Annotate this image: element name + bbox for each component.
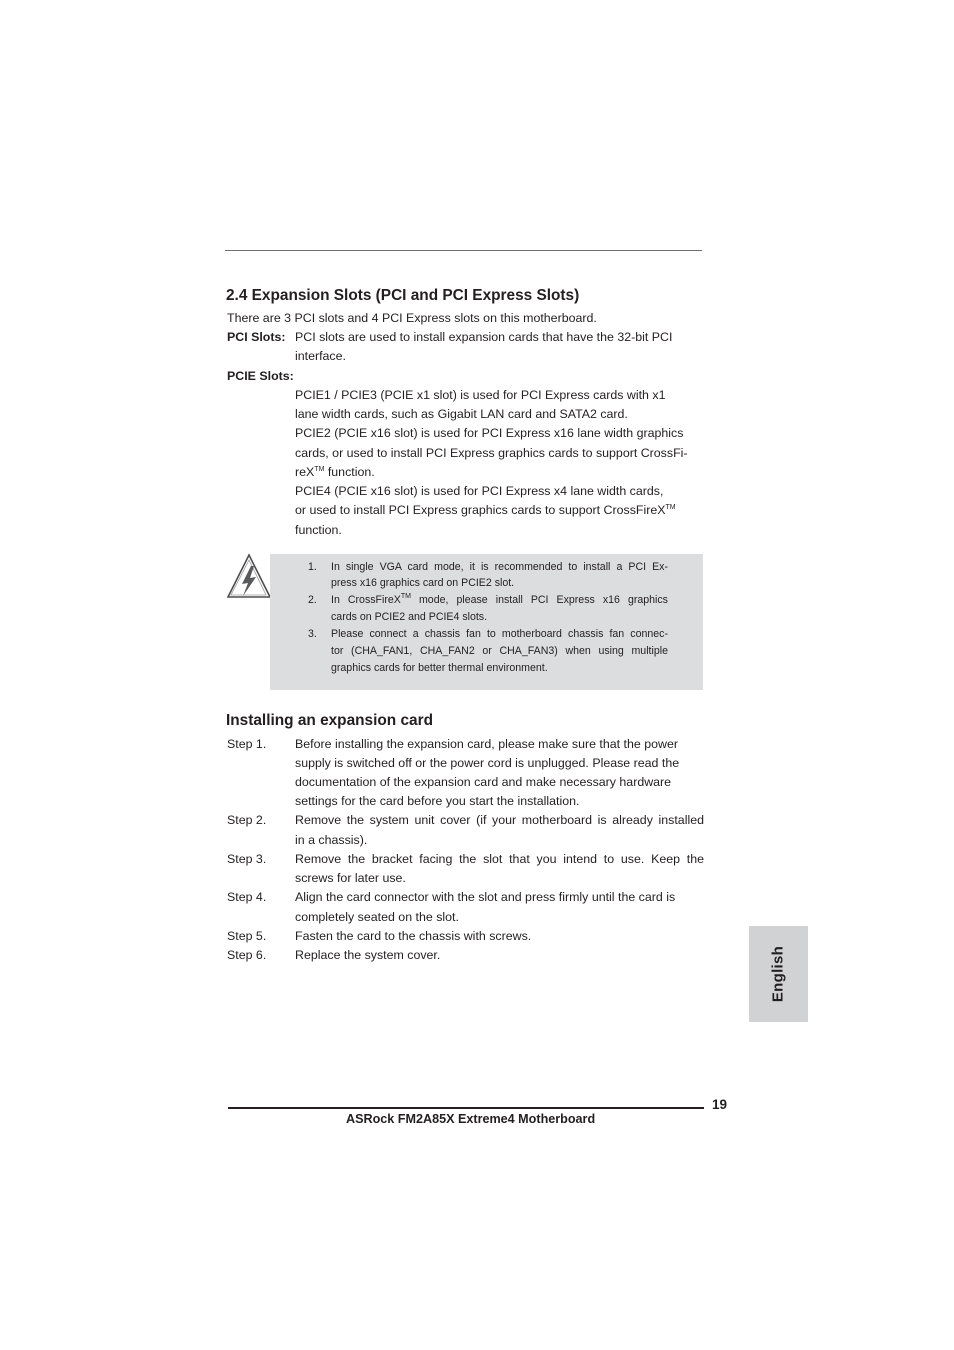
step-2-line-2: in a chassis). xyxy=(295,833,368,847)
step-6-line-1: Replace the system cover. xyxy=(295,948,441,962)
pcie-line-2: lane width cards, such as Gigabit LAN card and SATA2 card. xyxy=(295,407,628,421)
note-1-line-1: In single VGA card mode, it is recommended to install a PCI Ex- xyxy=(331,561,668,573)
note-1-line-2: press x16 graphics card on PCIE2 slot. xyxy=(331,577,515,589)
note-number-1: 1. xyxy=(308,561,317,573)
pcie-line-8: function. xyxy=(295,523,342,537)
trademark-sup: TM xyxy=(314,466,325,473)
trademark-sup: TM xyxy=(400,593,411,600)
section-title: 2.4 Expansion Slots (PCI and PCI Express Slots) xyxy=(226,287,580,304)
step-5-line-1: Fasten the card to the chassis with screws. xyxy=(295,929,532,943)
step-6-label: Step 6. xyxy=(227,948,267,962)
step-1-line-3: documentation of the expansion card and make necessary hardware xyxy=(295,775,672,789)
note-number-2: 2. xyxy=(308,594,317,606)
pcie-label: PCIE Slots: xyxy=(227,369,294,383)
step-4-line-2: completely seated on the slot. xyxy=(295,910,459,924)
note-2-line-1: In CrossFireX™ mode, please install PCI Express x16 graphics xyxy=(331,593,668,606)
warning-lightning-icon xyxy=(226,552,272,600)
note-3-line-2: tor (CHA_FAN1, CHA_FAN2 or CHA_FAN3) when using multiple xyxy=(331,645,668,657)
step-1-line-1: Before installing the expansion card, please make sure that the power xyxy=(295,737,678,751)
step-4-line-1: Align the card connector with the slot and press firmly until the card is xyxy=(295,890,676,904)
step-3-line-2: screws for later use. xyxy=(295,871,406,885)
step-1-line-4: settings for the card before you start the installation. xyxy=(295,794,580,808)
step-5-label: Step 5. xyxy=(227,929,267,943)
page-number: 19 xyxy=(712,1097,728,1112)
step-3-line-1: Remove the bracket facing the slot that you intend to use. Keep the xyxy=(295,852,704,866)
step-2-label: Step 2. xyxy=(227,813,267,827)
footer-title: ASRock FM2A85X Extreme4 Motherboard xyxy=(346,1112,596,1126)
section-intro: There are 3 PCI slots and 4 PCI Express slots on this motherboard. xyxy=(227,311,597,325)
note-2-line-2: cards on PCIE2 and PCIE4 slots. xyxy=(331,611,488,623)
note-3-line-3: graphics cards for better thermal environment. xyxy=(331,662,548,674)
note-box xyxy=(270,554,703,690)
pcie-line-6: PCIE4 (PCIE x16 slot) is used for PCI Express x4 lane width cards, xyxy=(295,484,664,498)
pci-description-line-1: PCI slots are used to install expansion cards that have the 32-bit PCI xyxy=(295,330,673,344)
step-1-label: Step 1. xyxy=(227,737,267,751)
language-tab-label: English xyxy=(769,945,787,1003)
pcie-line-4: cards, or used to install PCI Express graphics cards to support CrossFi- xyxy=(295,446,688,460)
pci-description-line-2: interface. xyxy=(295,349,346,363)
language-tab xyxy=(749,926,808,1022)
trademark-sup: TM xyxy=(665,504,676,511)
note-3-line-1: Please connect a chassis fan to motherboard chassis fan connec- xyxy=(331,628,668,640)
step-2-line-1: Remove the system unit cover (if your motherboard is already installed xyxy=(295,813,704,827)
step-4-label: Step 4. xyxy=(227,890,267,904)
note-number-3: 3. xyxy=(308,628,317,640)
top-rule xyxy=(225,250,702,251)
bottom-rule xyxy=(228,1107,704,1109)
pcie-line-1: PCIE1 / PCIE3 (PCIE x1 slot) is used for PCI Express cards with x1 xyxy=(295,388,666,402)
pcie-line-3: PCIE2 (PCIE x16 slot) is used for PCI Express x16 lane width graphics xyxy=(295,426,684,440)
pcie-line-7: or used to install PCI Express graphics cards to support CrossFireX™ xyxy=(295,503,676,517)
install-title: Installing an expansion card xyxy=(226,712,433,729)
step-3-label: Step 3. xyxy=(227,852,267,866)
pci-label: PCI Slots: xyxy=(227,330,286,344)
step-1-line-2: supply is switched off or the power cord is unplugged. Please read the xyxy=(295,756,680,770)
pcie-line-5: reX™ function. xyxy=(295,465,375,479)
